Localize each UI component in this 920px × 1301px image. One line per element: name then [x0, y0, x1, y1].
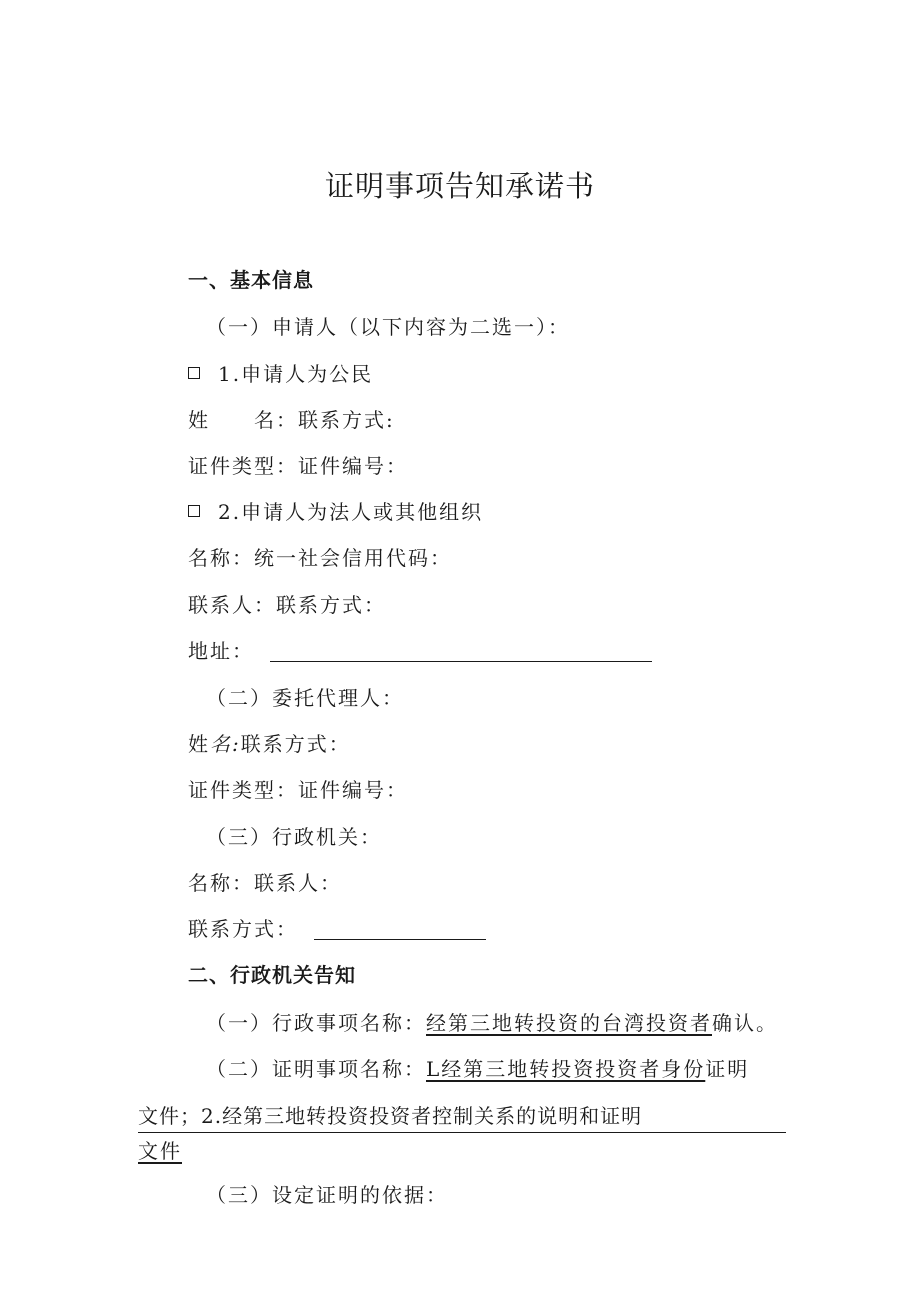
authority-heading: （三）行政机关： — [206, 825, 382, 849]
address-blank[interactable] — [270, 643, 652, 662]
option-organization — [188, 499, 483, 525]
agent-name-prefix: 姓 — [188, 732, 210, 756]
certificate-item-continuation-2: 文件 — [138, 1139, 182, 1163]
section-basic-info-heading: 一、基本信息 — [188, 268, 314, 292]
authority-name-line: 名称：联系人： — [188, 871, 342, 895]
certificate-item-line — [206, 1056, 749, 1082]
org-name-line: 名称：统一社会信用代码： — [188, 546, 452, 570]
agent-name-italic: 名: — [210, 732, 241, 756]
applicant-heading: （一）申请人（以下内容为二选一）： — [206, 315, 570, 339]
administrative-item-value: 经第三地转投资的台湾投资者 — [426, 1011, 712, 1035]
certificate-item-continuation: 文件；2.经第三地转投资投资者控制关系的说明和证明 — [138, 1104, 643, 1128]
administrative-item-line — [206, 1010, 778, 1036]
citizen-name-line: 姓 名：联系方式: — [188, 408, 395, 432]
organization-checkbox[interactable] — [188, 505, 200, 517]
administrative-item-label: （一）行政事项名称： — [206, 1011, 426, 1035]
citizen-checkbox[interactable] — [188, 367, 200, 379]
authority-contact-blank[interactable] — [314, 921, 486, 940]
basis-heading: （三）设定证明的依据： — [206, 1183, 448, 1207]
address-label: 地址： — [188, 639, 254, 663]
address-line — [188, 638, 652, 664]
page-title: 证明事项告知承诺书 — [324, 169, 595, 203]
authority-contact-line — [188, 916, 486, 942]
agent-contact-label: 联系方式： — [240, 732, 351, 756]
org-contact-line: 联系人：联系方式： — [188, 593, 386, 617]
citizen-id-line: 证件类型：证件编号： — [188, 454, 408, 478]
certificate-item-value: L经第三地转投资投资者身份 — [426, 1057, 706, 1081]
agent-heading: （二）委托代理人： — [206, 686, 404, 710]
section-notice-heading: 二、行政机关告知 — [188, 963, 356, 987]
agent-name-line — [188, 731, 351, 757]
authority-contact-label: 联系方式： — [188, 917, 298, 941]
option-citizen-label: 1.申请人为公民 — [218, 362, 374, 386]
administrative-item-suffix: 确认。 — [712, 1011, 778, 1035]
option-organization-label: 2.申请人为法人或其他组织 — [218, 500, 484, 524]
agent-id-line: 证件类型：证件编号： — [188, 778, 408, 802]
certificate-item-label: （二）证明事项名称： — [206, 1057, 426, 1081]
certificate-item-rule — [138, 1132, 786, 1133]
certificate-item-suffix: 证明 — [705, 1057, 750, 1081]
option-citizen — [188, 361, 373, 387]
